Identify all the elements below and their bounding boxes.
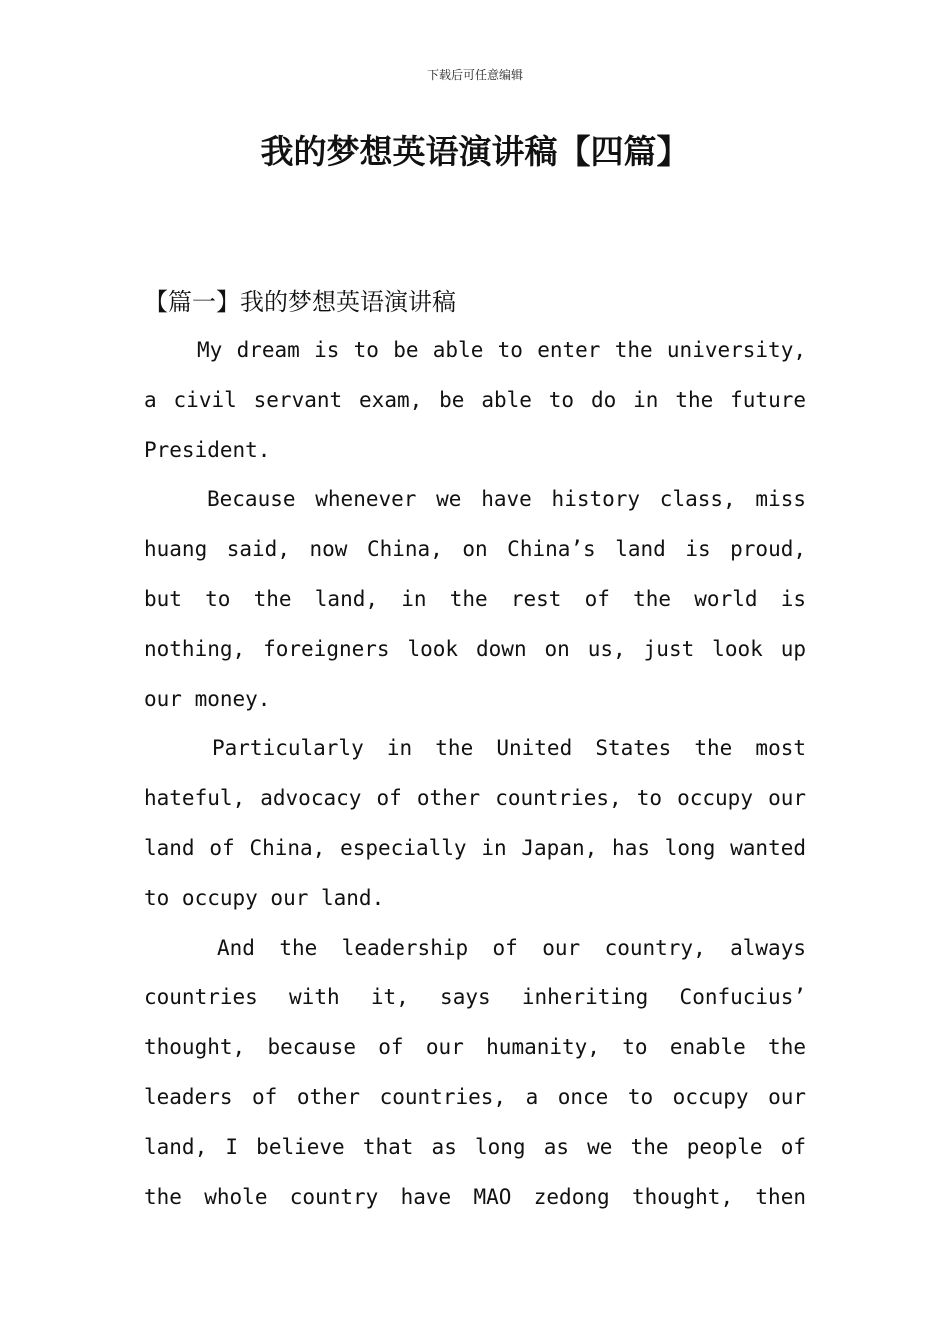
text-line: the whole country have MAO zedong thought, then — [144, 1185, 806, 1209]
text-line: President. — [144, 438, 271, 462]
text-line: Particularly in the United States the most — [212, 736, 806, 760]
section-heading: 【篇一】我的梦想英语演讲稿 — [144, 288, 456, 316]
text-line: My dream is to be able to enter the university, — [197, 338, 806, 362]
text-line: land, I believe that as long as we the people of — [144, 1135, 806, 1159]
document-title: 我的梦想英语演讲稿【四篇】 — [260, 132, 690, 171]
text-line: thought, because of our humanity, to enable the — [144, 1035, 806, 1059]
header-note: 下载后可任意编辑 — [426, 68, 523, 82]
text-line: our money. — [144, 687, 271, 711]
text-line: huang said, now China, on China’s land is proud, — [144, 537, 806, 561]
text-line: nothing, foreigners look down on us, just look up — [144, 637, 806, 661]
text-line: to occupy our land. — [144, 886, 385, 910]
text-line: but to the land, in the rest of the world is — [144, 587, 806, 611]
text-line: hateful, advocacy of other countries, to occupy our — [144, 786, 806, 810]
text-line: land of China, especially in Japan, has long wanted — [144, 836, 806, 860]
text-line: countries with it, says inheriting Confucius’ — [144, 985, 806, 1009]
text-line: Because whenever we have history class, miss — [207, 487, 806, 511]
text-line: leaders of other countries, a once to occupy our — [144, 1085, 806, 1109]
text-line: And the leadership of our country, always — [217, 936, 806, 960]
text-line: a civil servant exam, be able to do in the future — [144, 388, 806, 412]
